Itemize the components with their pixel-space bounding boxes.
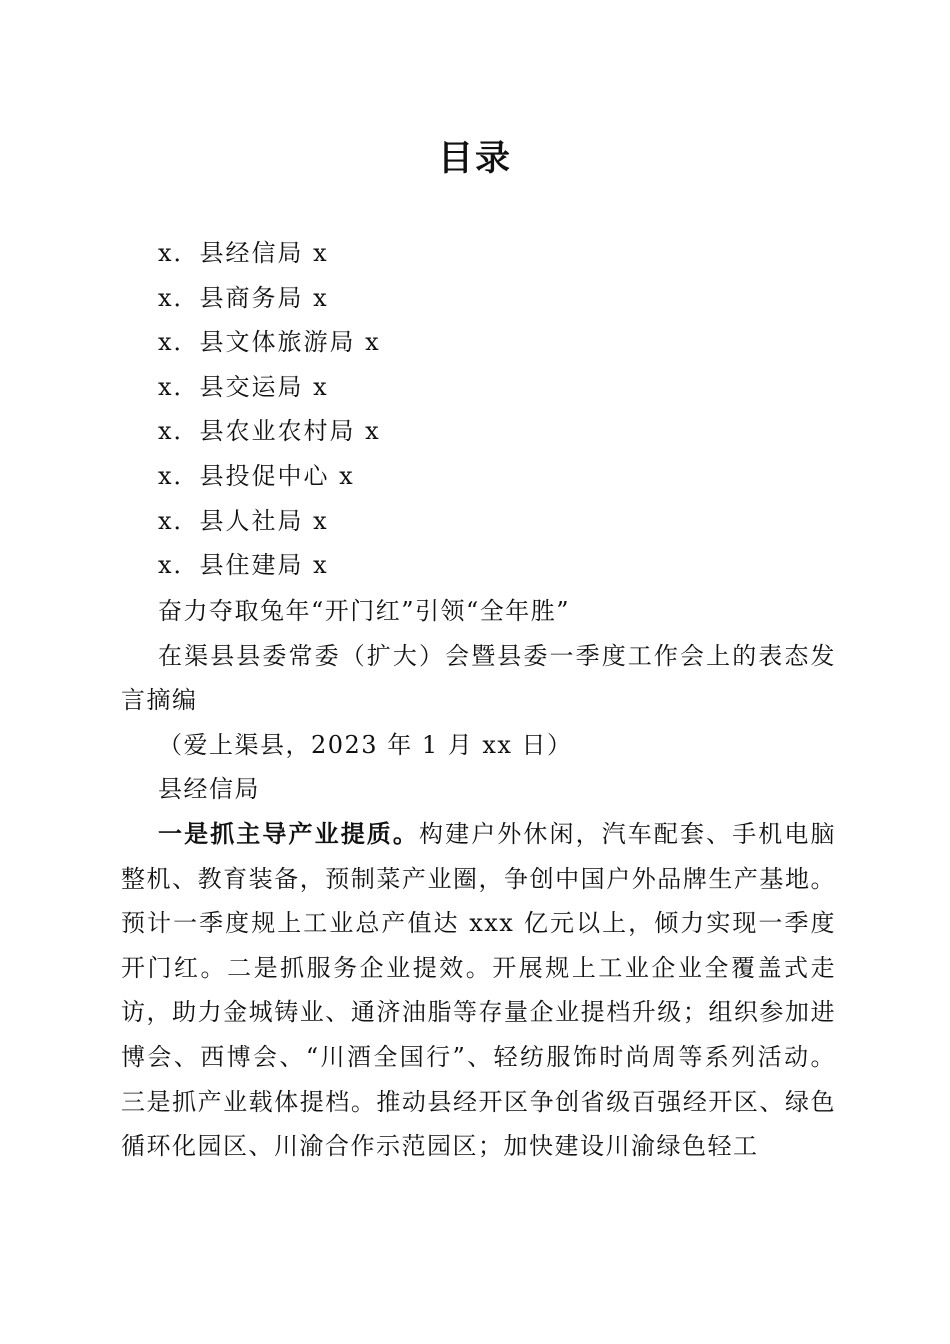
article-subtitle: 在渠县县委常委（扩大）会暨县委一季度工作会上的表态发言摘编 (121, 641, 836, 715)
toc-item[interactable]: x．县住建局 x (158, 551, 329, 580)
section-heading: 县经信局 (158, 775, 260, 804)
toc-item[interactable]: x．县商务局 x (158, 283, 329, 312)
document-body (121, 589, 836, 1169)
paragraph-lead: 一是抓主导产业提质。 (158, 818, 419, 848)
article-headline: 奋力夺取兔年“开门红”引领“全年胜” (158, 597, 571, 625)
toc-item[interactable]: x．县人社局 x (158, 506, 329, 535)
toc-item[interactable]: x．县农业农村局 x (158, 417, 381, 446)
toc-item[interactable]: x．县投促中心 x (158, 461, 355, 490)
toc-item[interactable]: x．县交运局 x (158, 372, 329, 401)
paragraph-text: 构建户外休闲，汽车配套、手机电脑整机、教育装备，预制菜产业圈，争创中国户外品牌生产基地。预计一季度规上工业总产值达 xxx 亿元以上，倾力实现一季度开门红。二是抓服务企业提效。开展规上工业企业全覆盖式走访，助力金城铸业、通济油脂等存量企业提档升级；组织参加进博会、西博会、“川酒全国行”、轻纺服饰时尚周等系列活动。三是抓产业载体提档。推动县经开区争创省级百强经开区、绿色循环化园区、川渝合作示范园区；加快建设川渝绿色轻工 (121, 819, 836, 1161)
toc-item[interactable]: x．县经信局 x (158, 239, 329, 267)
body-paragraph (121, 812, 836, 1169)
table-of-contents (158, 231, 381, 588)
toc-item[interactable]: x．县文体旅游局 x (158, 328, 381, 357)
page-title: 目录 (437, 138, 512, 179)
article-source: （爱上渠县，2023 年 1 月 xx 日） (158, 730, 573, 759)
